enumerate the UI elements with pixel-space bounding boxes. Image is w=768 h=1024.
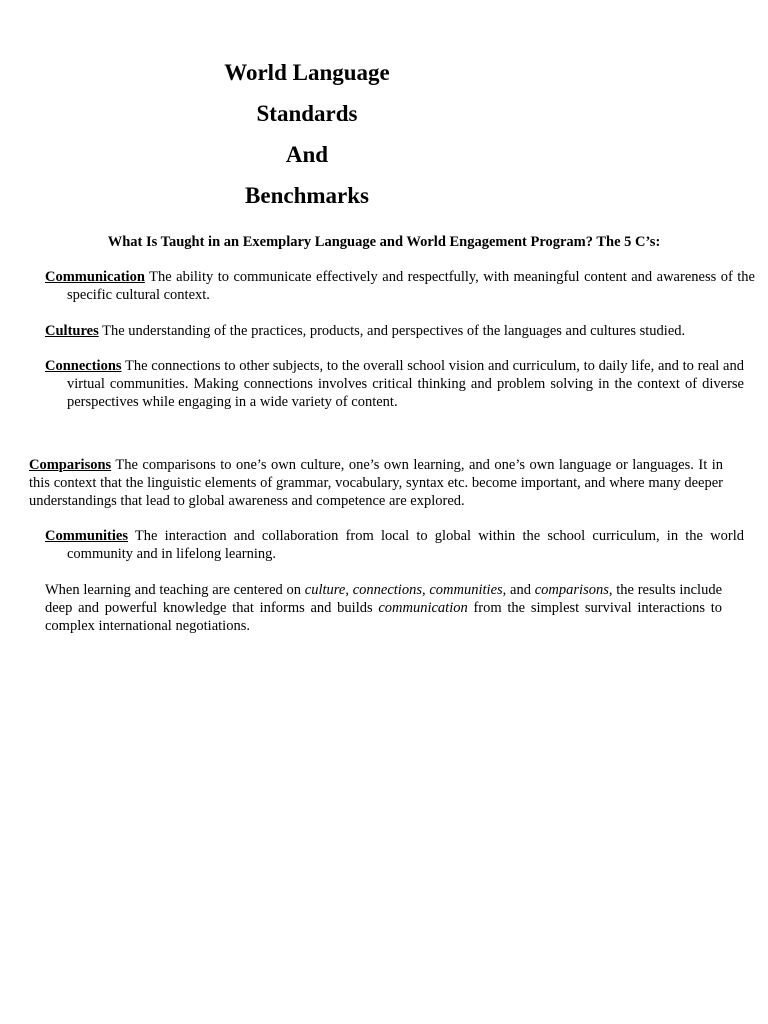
closing-emphasis-connections: connections (352, 582, 422, 598)
closing-text: , (421, 582, 430, 598)
standard-communication (45, 268, 755, 304)
closing-text: When learning and teaching are centered on (45, 582, 305, 598)
standard-term: Cultures (45, 323, 99, 339)
closing-emphasis-culture: culture (304, 582, 346, 598)
closing-paragraph (45, 581, 722, 635)
standard-term: Communication (45, 269, 145, 285)
closing-text: , the results include deep and powerful knowledge that informs and builds (45, 582, 723, 616)
closing-emphasis-communities: communities (429, 582, 503, 598)
closing-text: , and (502, 582, 535, 598)
standard-term: Connections (45, 358, 122, 374)
standard-definition: The interaction and collaboration from local to global within the school curriculum, in the world community and in lifelong learning. (67, 528, 744, 562)
title-line-2: Standards (256, 101, 358, 126)
title-line-3: And (285, 142, 329, 167)
standard-definition: The understanding of the practices, products, and perspectives of the languages and cultures studied. (102, 323, 686, 339)
standard-connections (45, 357, 744, 411)
closing-text: , (345, 582, 353, 598)
section-heading: What Is Taught in an Exemplary Language and World Engagement Program? The 5 C’s: (107, 234, 661, 250)
standard-term: Comparisons (29, 457, 112, 473)
closing-emphasis-communication: communication (378, 600, 468, 616)
standard-definition: The connections to other subjects, to the overall school vision and curriculum, to daily life, and to real and virtual communities. Making connections involves critical thinking and problem solving in the context of diverse perspectives while engaging in a wide variety of content. (67, 358, 744, 410)
title-line-1: World Language (224, 60, 390, 85)
standard-communities (45, 527, 744, 563)
standard-cultures (45, 322, 745, 340)
standard-term: Communities (45, 528, 128, 544)
standard-definition: The ability to communicate effectively and respectfully, with meaningful content and awareness of the specific cultural context. (67, 269, 755, 303)
document-title (207, 52, 407, 216)
closing-text: from the simplest survival interactions to complex international negotiations. (45, 600, 722, 634)
title-line-4: Benchmarks (245, 183, 369, 208)
closing-emphasis-comparisons: comparisons (534, 582, 609, 598)
standard-comparisons (29, 456, 723, 510)
standard-definition: The comparisons to one’s own culture, one’s own learning, and one’s own language or languages. It in this context that the linguistic elements of grammar, vocabulary, syntax etc. become important, and where many deeper understandings that lead to global awareness and competence are explored. (29, 457, 723, 509)
